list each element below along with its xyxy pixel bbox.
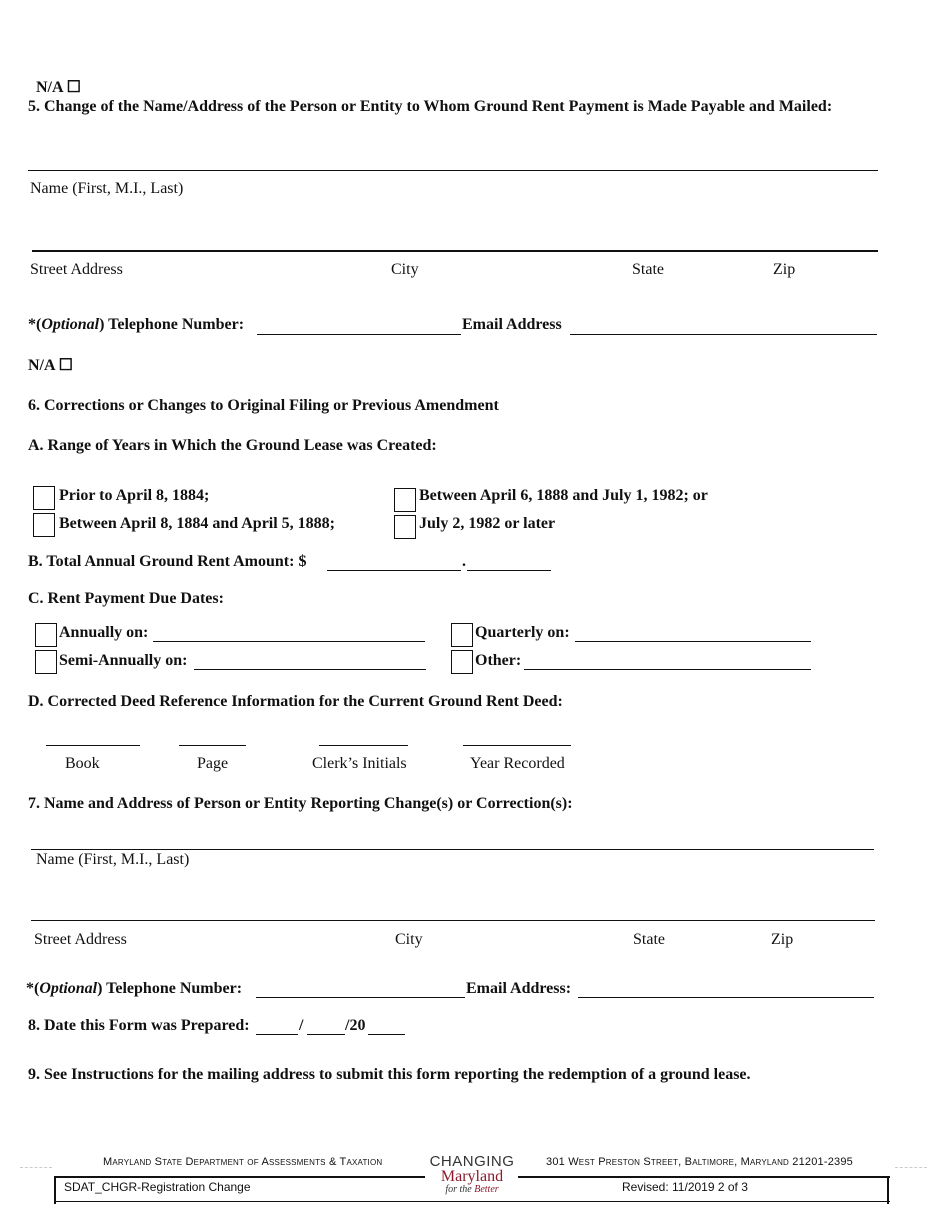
label-annually: Annually on: [59, 624, 149, 641]
section-5-heading: 5. Change of the Name/Address of the Person or Entity to Whom Ground Rent Payment is Made Payable and Mailed: [28, 98, 833, 115]
annually-field[interactable] [153, 641, 425, 642]
na-checkbox-5[interactable]: N/A ☐ [36, 79, 82, 96]
optional-word: Optional [41, 316, 100, 333]
section-6d-heading: D. Corrected Deed Reference Information for the Current Ground Rent Deed: [28, 693, 563, 710]
section-7-heading: 7. Name and Address of Person or Entity Reporting Change(s) or Correction(s): [28, 795, 573, 812]
date-year-field[interactable] [368, 1034, 405, 1035]
state-label-7: State [633, 931, 665, 948]
address-line-7[interactable] [31, 920, 875, 921]
rent-decimal-point: . [462, 553, 466, 570]
date-slash-1: / [299, 1017, 304, 1034]
footer-revised: Revised: 11/2019 2 of 3 [622, 1180, 748, 1194]
label-1888-1982: Between April 6, 1888 and July 1, 1982; or [419, 487, 708, 504]
page-field[interactable] [179, 745, 246, 746]
logo-tagline-a: for the [445, 1184, 475, 1195]
logo-maryland: Maryland [440, 1168, 504, 1185]
checkbox-quarterly[interactable] [451, 623, 473, 647]
label-quarterly: Quarterly on: [475, 624, 570, 641]
zip-label-5: Zip [773, 261, 796, 278]
optional-prefix: *( [28, 316, 42, 333]
quarterly-field[interactable] [575, 641, 811, 642]
footer-form-id: SDAT_CHGR-Registration Change [64, 1180, 251, 1194]
date-month-field[interactable] [256, 1034, 298, 1035]
year-field[interactable] [463, 745, 571, 746]
footer-rule-left-edge [54, 1176, 56, 1204]
name-line-7[interactable] [31, 849, 874, 850]
footer-rule-right-edge [887, 1176, 889, 1204]
email-field-5[interactable] [570, 334, 877, 335]
rent-cents-field[interactable] [467, 570, 551, 571]
label-prior-1884: Prior to April 8, 1884; [59, 487, 210, 504]
section-6c-heading: C. Rent Payment Due Dates: [28, 590, 224, 607]
other-field[interactable] [524, 669, 811, 670]
section-6-heading: 6. Corrections or Changes to Original Filing or Previous Amendment [28, 397, 499, 414]
footer-rule-bottom [55, 1201, 890, 1202]
label-1982-later: July 2, 1982 or later [419, 515, 556, 532]
checkbox-1982-later[interactable] [394, 515, 416, 539]
email-label-5: Email Address [462, 316, 562, 333]
page-label: Page [197, 755, 229, 772]
footer-agency: Maryland State Department of Assessments & Taxation [103, 1156, 383, 1168]
na-checkbox-6[interactable]: N/A ☐ [28, 357, 74, 374]
optional-word: Optional [39, 980, 98, 997]
phone-label-7: ) Telephone Number: [97, 980, 243, 997]
phone-row-7 [26, 980, 242, 998]
phone-field-5[interactable] [257, 334, 461, 335]
phone-label-5: ) Telephone Number: [99, 316, 245, 333]
footer-rule-left [55, 1176, 425, 1178]
checkbox-other[interactable] [451, 650, 473, 674]
address-line-5[interactable] [32, 250, 878, 252]
phone-field-7[interactable] [256, 997, 465, 998]
clerk-label: Clerk’s Initials [312, 755, 407, 772]
book-label: Book [65, 755, 100, 772]
city-label-5: City [391, 261, 419, 278]
book-field[interactable] [46, 745, 140, 746]
logo-changing: CHANGING [429, 1153, 515, 1170]
semi-annually-field[interactable] [194, 669, 426, 670]
checkbox-1884-1888[interactable] [33, 513, 55, 537]
section-6a-heading: A. Range of Years in Which the Ground Lease was Created: [28, 437, 437, 454]
footer-rule-right [518, 1176, 890, 1178]
section-9-text: 9. See Instructions for the mailing address to submit this form reporting the redemption of a ground lease. [28, 1066, 751, 1083]
phone-row-5 [28, 316, 244, 334]
state-label-5: State [632, 261, 664, 278]
checkbox-1888-1982[interactable] [394, 488, 416, 512]
email-label-7: Email Address: [466, 980, 572, 997]
footer-decor-left [20, 1167, 52, 1168]
logo-tagline-b: Better [474, 1184, 499, 1195]
maryland-logo [426, 1154, 518, 1200]
name-label-7: Name (First, M.I., Last) [36, 851, 190, 868]
city-label-7: City [395, 931, 423, 948]
optional-prefix: *( [26, 980, 40, 997]
label-1884-1888: Between April 8, 1884 and April 5, 1888; [59, 515, 336, 532]
street-label-7: Street Address [34, 931, 127, 948]
name-label-5: Name (First, M.I., Last) [30, 180, 184, 197]
street-label-5: Street Address [30, 261, 123, 278]
label-semi-annually: Semi-Annually on: [59, 652, 188, 669]
date-slash-2: /20 [345, 1017, 366, 1034]
section-6b-label: B. Total Annual Ground Rent Amount: $ [28, 553, 307, 570]
section-8-label: 8. Date this Form was Prepared: [28, 1017, 250, 1034]
checkbox-annually[interactable] [35, 623, 57, 647]
email-field-7[interactable] [578, 997, 874, 998]
clerk-field[interactable] [319, 745, 408, 746]
date-day-field[interactable] [307, 1034, 345, 1035]
checkbox-semi-annually[interactable] [35, 650, 57, 674]
name-line-5[interactable] [28, 170, 878, 171]
footer-decor-right [895, 1167, 927, 1168]
zip-label-7: Zip [771, 931, 794, 948]
footer-address: 301 West Preston Street, Baltimore, Maryland 21201-2395 [546, 1156, 853, 1168]
year-label: Year Recorded [470, 755, 565, 772]
rent-dollars-field[interactable] [327, 570, 461, 571]
logo-tagline [426, 1184, 518, 1196]
checkbox-prior-1884[interactable] [33, 486, 55, 510]
label-other: Other: [475, 652, 522, 669]
